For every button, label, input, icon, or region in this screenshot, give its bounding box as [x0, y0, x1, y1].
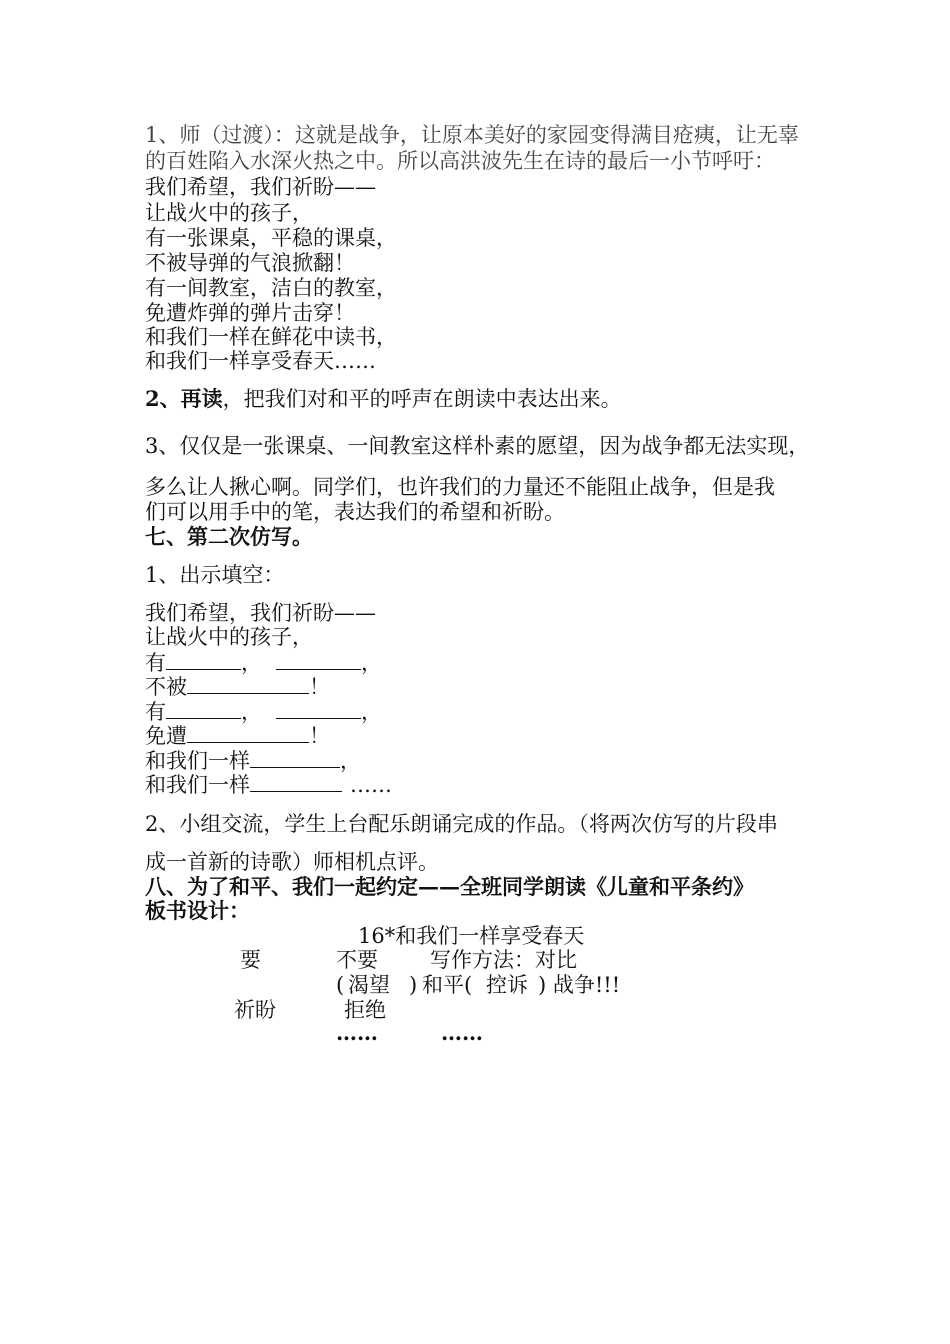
poem-line: 不被导弹的气浪掀翻！ [145, 251, 355, 275]
fill-line [145, 698, 382, 725]
poem-line: 有一张课桌，平稳的课桌， [145, 226, 397, 250]
blank-field[interactable] [166, 698, 241, 719]
fill-comma: ， [340, 749, 361, 773]
fill-line [145, 649, 382, 676]
board-design-heading: 板书设计： [145, 898, 250, 923]
poem-line: 免遭炸弹的弹片击穿！ [145, 301, 355, 325]
fill-line: 让战火中的孩子， [145, 625, 313, 649]
fill-intro: 1、出示填空： [145, 563, 285, 587]
board-heping: 和平( [422, 973, 473, 997]
blank-field[interactable] [250, 771, 342, 792]
paragraph-line: 们可以用手中的笔，表达我们的希望和祈盼。 [145, 500, 565, 524]
poem-line: 让战火中的孩子， [145, 201, 313, 225]
blank-field[interactable] [276, 698, 361, 719]
section-heading: 八、为了和平、我们一起约定——全班同学朗读《儿童和平条约》 [145, 874, 754, 899]
fill-prefix: 不被 [145, 675, 187, 699]
fill-sep: ， [241, 651, 262, 675]
blank-field[interactable] [187, 722, 309, 743]
fill-prefix: 免遭 [145, 724, 187, 748]
board-title-text: *和我们一样享受春天 [384, 924, 585, 948]
fill-prefix: 有 [145, 700, 166, 724]
paragraph-line: 3、仅仅是一张课桌、一间教室这样朴素的愿望，因为战争都无法实现， [145, 434, 810, 458]
poem-line: 我们希望，我们祈盼—— [145, 175, 376, 199]
board-qipan: 祈盼 [234, 998, 276, 1022]
reread-text: ，把我们对和平的呼声在朗读中表达出来。 [222, 387, 622, 411]
paragraph-line: 多么让人揪心啊。同学们，也许我们的力量还不能阻止战争，但是我 [145, 475, 775, 499]
fill-line [145, 722, 330, 749]
board-title-number: 16 [358, 924, 385, 948]
paragraph-line: 成一首新的诗歌）师相机点评。 [145, 850, 439, 874]
board-dots-right: …… [441, 1020, 483, 1045]
fill-excl: ！ [309, 724, 330, 748]
board-buyao: 不要 [336, 948, 378, 972]
board-paren-open: ( [336, 973, 345, 997]
board-dots-left: …… [336, 1020, 378, 1045]
board-kongsu: 控诉 [486, 973, 528, 997]
section-heading: 七、第二次仿写。 [145, 524, 313, 549]
board-kewang: 渴望 [348, 973, 390, 997]
fill-excl: ！ [309, 675, 330, 699]
fill-ellipsis: …… [350, 773, 392, 797]
fill-line [145, 771, 392, 798]
fill-line: 我们希望，我们祈盼—— [145, 601, 376, 625]
blank-field[interactable] [166, 649, 241, 670]
poem-line: 和我们一样在鲜花中读书， [145, 325, 397, 349]
blank-field[interactable] [250, 747, 340, 768]
fill-sep: ， [241, 700, 262, 724]
board-paren-close: ) [409, 973, 418, 997]
poem-line: 和我们一样享受春天…… [145, 349, 376, 373]
board-method: 写作方法：对比 [430, 948, 577, 972]
fill-prefix: 和我们一样 [145, 773, 250, 797]
fill-prefix: 有 [145, 651, 166, 675]
board-yao: 要 [240, 948, 261, 972]
fill-comma: ， [361, 700, 382, 724]
fill-comma: ， [361, 651, 382, 675]
fill-line [145, 747, 361, 774]
board-jujue: 拒绝 [344, 998, 386, 1022]
reread-label: 2、再读 [145, 386, 223, 411]
blank-field[interactable] [187, 673, 309, 694]
fill-line [145, 673, 330, 700]
board-title [358, 923, 584, 949]
board-zhanzheng: ) 战争!!! [538, 973, 621, 997]
paragraph-line: 1、师（过渡）：这就是战争，让原本美好的家园变得满目疮痍，让无辜 [145, 123, 799, 147]
fill-prefix: 和我们一样 [145, 749, 250, 773]
paragraph-line: 的百姓陷入水深火热之中。所以高洪波先生在诗的最后一小节呼吁： [145, 149, 775, 173]
blank-field[interactable] [276, 649, 361, 670]
poem-line: 有一间教室，洁白的教室， [145, 276, 397, 300]
paragraph-line: 2、小组交流，学生上台配乐朗诵完成的作品。（将两次仿写的片段串 [145, 812, 778, 836]
paragraph-reread [145, 386, 622, 412]
